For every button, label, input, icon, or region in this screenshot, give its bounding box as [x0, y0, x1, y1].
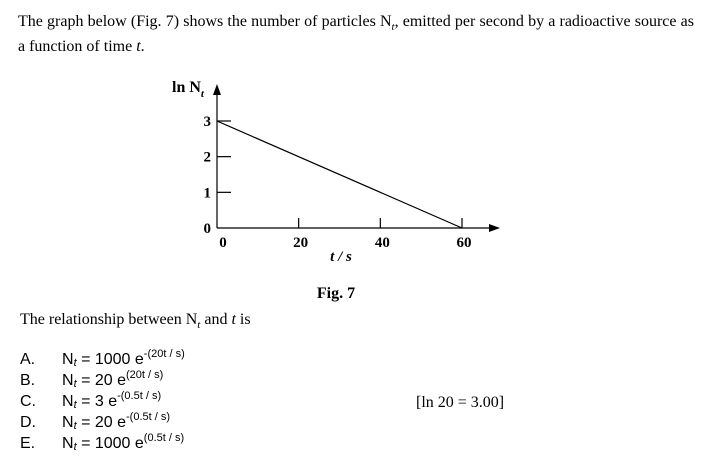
option-letter: D. [20, 414, 36, 431]
y-axis-label: $\ln N_t$ [172, 79, 204, 100]
x-tick-label: 40 [374, 235, 390, 251]
data-line [217, 121, 462, 228]
option-letter: B. [20, 372, 36, 389]
option-letter: C. [20, 393, 36, 410]
y-tick-label: 1 [203, 185, 211, 202]
y-tick-label: 0 [203, 221, 211, 237]
x-axis-label: t / s [330, 249, 352, 265]
option-expression: $N_t = 1000$ $e^{(0.5t / s)}$ [62, 432, 185, 453]
option-letter: A. [20, 351, 36, 368]
option-expression: $N_t = 20$ $e^{(20t / s)}$ [62, 369, 164, 390]
option-expression: $N_t = 1000$ $e^{-(20t / s)}$ [62, 348, 185, 369]
x-tick-label: 60 [456, 235, 472, 251]
option-expression: $N_t = 3$ $e^{-(0.5t / s)}$ [62, 390, 162, 411]
y-tick-label: 2 [203, 149, 211, 166]
hint-text: [ln 20 = 3.00] [416, 394, 505, 411]
option-letter: E. [20, 435, 36, 452]
x-axis-arrow-icon [489, 224, 500, 232]
x-tick-label: 0 [219, 235, 227, 251]
question-intro: The graph below (Fig. 7) shows the number of particles $N_t$, emitted per second by a radioactive source as a function of time t. [18, 13, 694, 56]
question-stem: The relationship between $N_t$ and t is [20, 311, 251, 332]
y-axis-arrow-icon [213, 84, 221, 95]
figure-caption: Fig. 7 [316, 285, 356, 302]
option-expression: $N_t = 20$ $e^{-(0.5t / s)}$ [62, 411, 171, 432]
y-tick-label: 3 [203, 114, 211, 130]
x-tick-label: 20 [293, 235, 309, 251]
